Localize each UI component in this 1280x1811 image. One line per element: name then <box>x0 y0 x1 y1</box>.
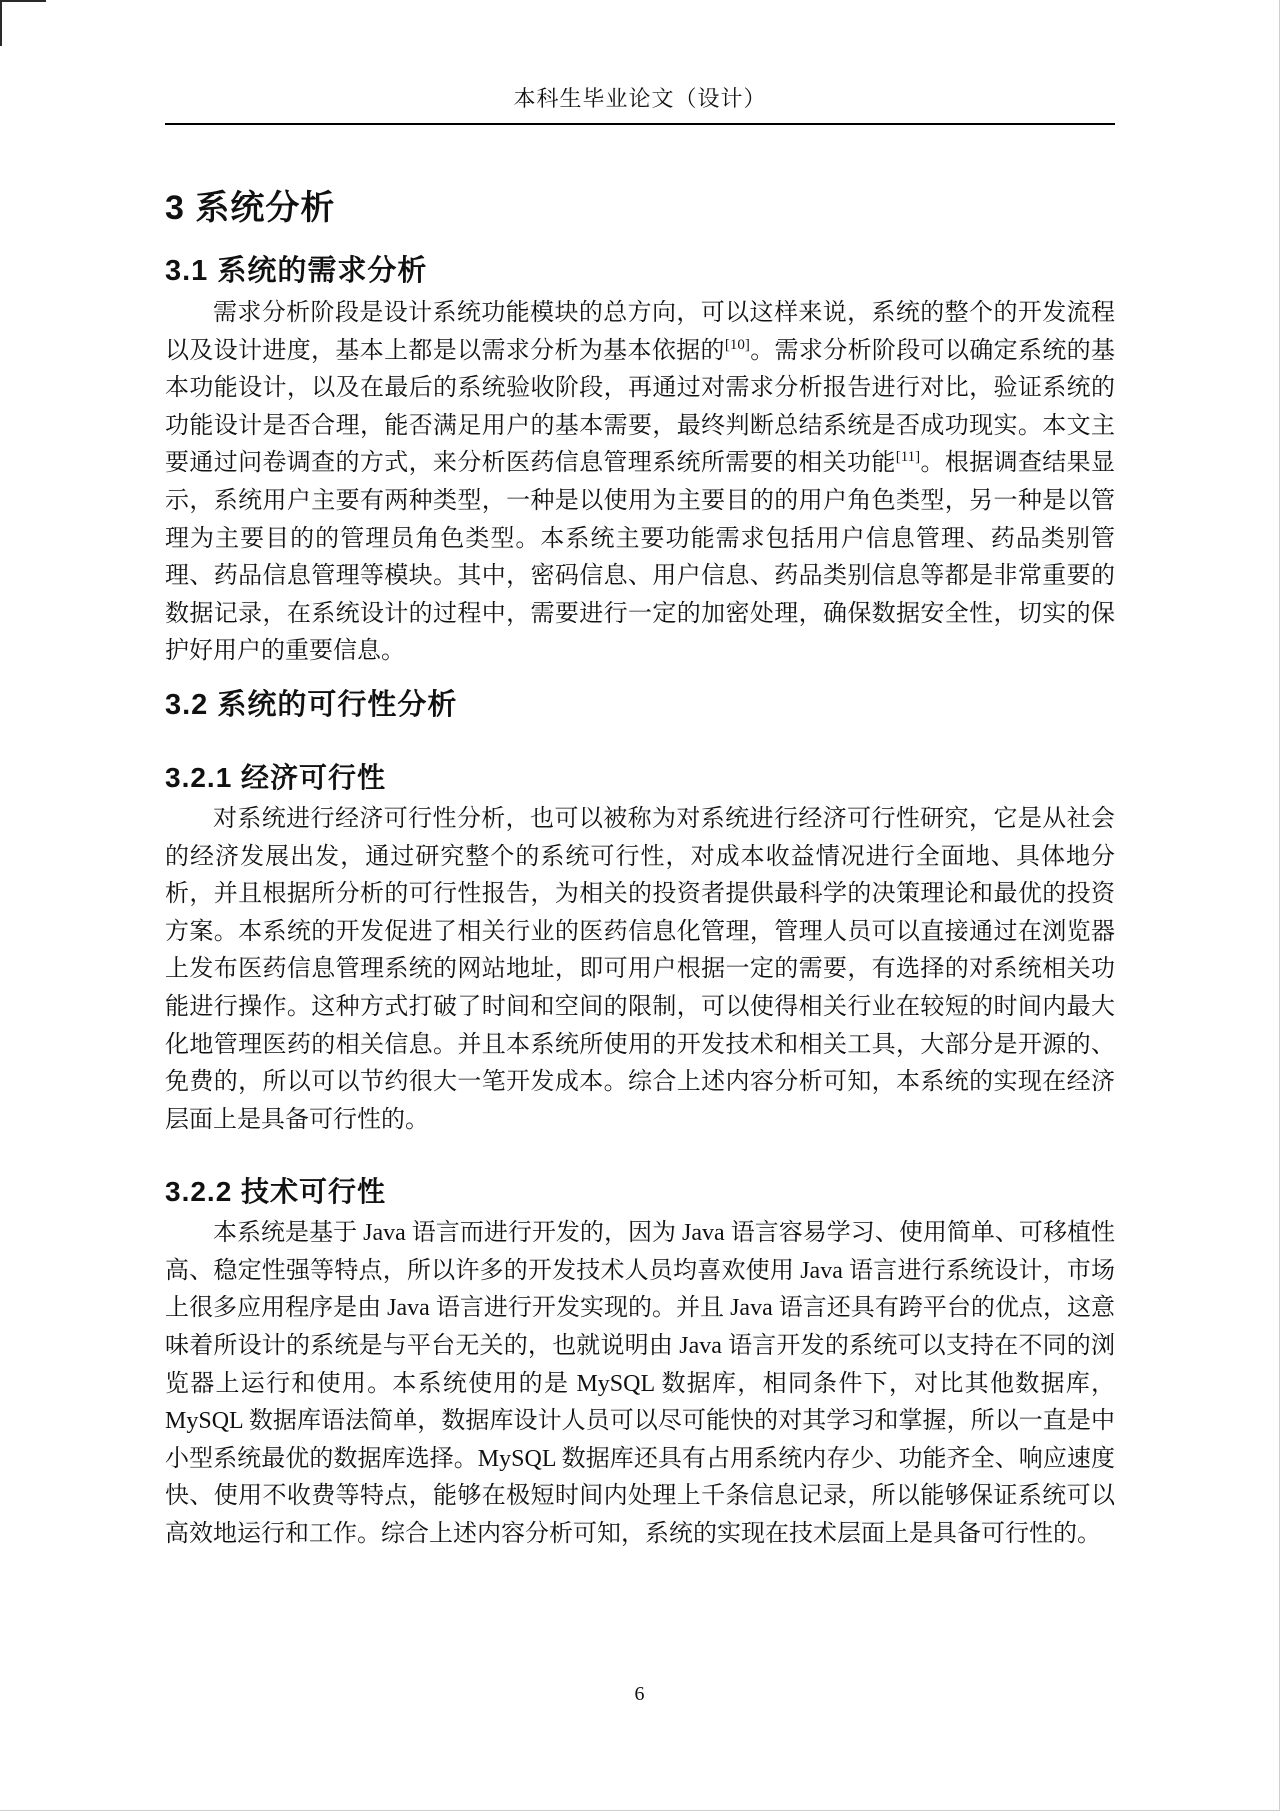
section-heading-3-1: 3.1 系统的需求分析 <box>165 255 428 287</box>
section-heading-3-2: 3.2 系统的可行性分析 <box>165 688 458 721</box>
subsection-heading-3-2-1: 3.2.1 经济可行性 <box>165 761 387 793</box>
paragraph-economic-feasibility: 对系统进行经济可行性分析，也可以被称为对系统进行经济可行性研究，它是从社会的经济发展出发，通过研究整个的系统可行性，对成本收益情况进行全面地、具体地分析，并且根据所分析的可行性报告，为相关的投资者提供最科学的决策理论和最优的投资方案。本系统的开发促进了相关行业的医药信息化管理，管理人员可以直接通过在浏览器上发布医药信息管理系统的网站地址，即可用户根据一定的需要，有选择的对系统相关功能进行操作。这种方式打破了时间和空间的限制，可以使得相关行业在较短的时间内最大化地管理医药的相关信息。并且本系统所使用的开发技术和相关工具，大部分是开源的、免费的，所以可以节约很大一笔开发成本。综合上述内容分析可知，本系统的实现在经济层面上是具备可行性的。 <box>165 805 1115 1133</box>
page-number: 6 <box>634 1683 645 1705</box>
paragraph-text-segment: 需求分析阶段是设计系统功能模块的总方向，可以这样来说，系统的整个的开发流程以及设计进度，基本上都是以需求分析为基本依据的 <box>165 300 1115 364</box>
citation-ref-11: [11] <box>895 449 921 466</box>
paragraph-requirements-analysis <box>165 295 1115 671</box>
page-edge-mark-horizontal <box>0 0 46 2</box>
paragraph-technical-feasibility: 本系统是基于 Java 语言而进行开发的，因为 Java 语言容易学习、使用简单、可移植性高、稳定性强等特点，所以许多的开发技术人员均喜欢使用 Java 语言进行系统设计，市场上很多应用程序是由 Java 语言进行开发实现的。并且 Java 语言还具有跨平台的优点，这意味着所设计的系统是与平台无关的，也就说明由 Java 语言开发的系统可以支持在不同的浏览器上运行和使用。本系统使用的是 MySQL 数据库，相同条件下，对比其他数据库，MySQL 数据库语法简单，数据库设计人员可以尽可能快的对其学习和掌握，所以一直是中小型系统最优的数据库选择。MySQL 数据库还具有占用系统内存少、功能齐全、响应速度快、使用不收费等特点，能够在极短时间内处理上千条信息记录，所以能够保证系统可以高效地运行和工作。综合上述内容分析可知，系统的实现在技术层面上是具备可行性的。 <box>165 1220 1115 1548</box>
citation-ref-10: [10] <box>724 336 750 353</box>
page-edge-mark-vertical <box>0 0 2 46</box>
paragraph-text-segment: 。根据调查结果显示，系统用户主要有两种类型，一种是以使用为主要目的的用户角色类型，另一种是以管理为主要目的的管理员角色类型。本系统主要功能需求包括用户信息管理、药品类别管理、药品信息管理等模块。其中，密码信息、用户信息、药品类别信息等都是非常重要的数据记录，在系统设计的过程中，需要进行一定的加密处理，确保数据安全性，切实的保护好用户的重要信息。 <box>165 450 1116 665</box>
paragraph-text-segment: 。需求分析阶段可以确定系统的基本功能设计，以及在最后的系统验收阶段，再通过对需求分析报告进行对比，验证系统的功能设计是否合理，能否满足用户的基本需要，最终判断总结系统是否成功现实。本文主要通过问卷调查的方式，来分析医药信息管理系统所需要的相关功能 <box>165 337 1116 477</box>
header-divider-rule <box>165 123 1115 125</box>
subsection-heading-3-2-2: 3.2.2 技术可行性 <box>165 1176 387 1208</box>
running-header-title: 本科生毕业论文（设计） <box>513 86 767 111</box>
chapter-heading: 3 系统分析 <box>165 189 336 227</box>
page-footer <box>0 1680 1279 1708</box>
page-content <box>165 0 1115 1554</box>
